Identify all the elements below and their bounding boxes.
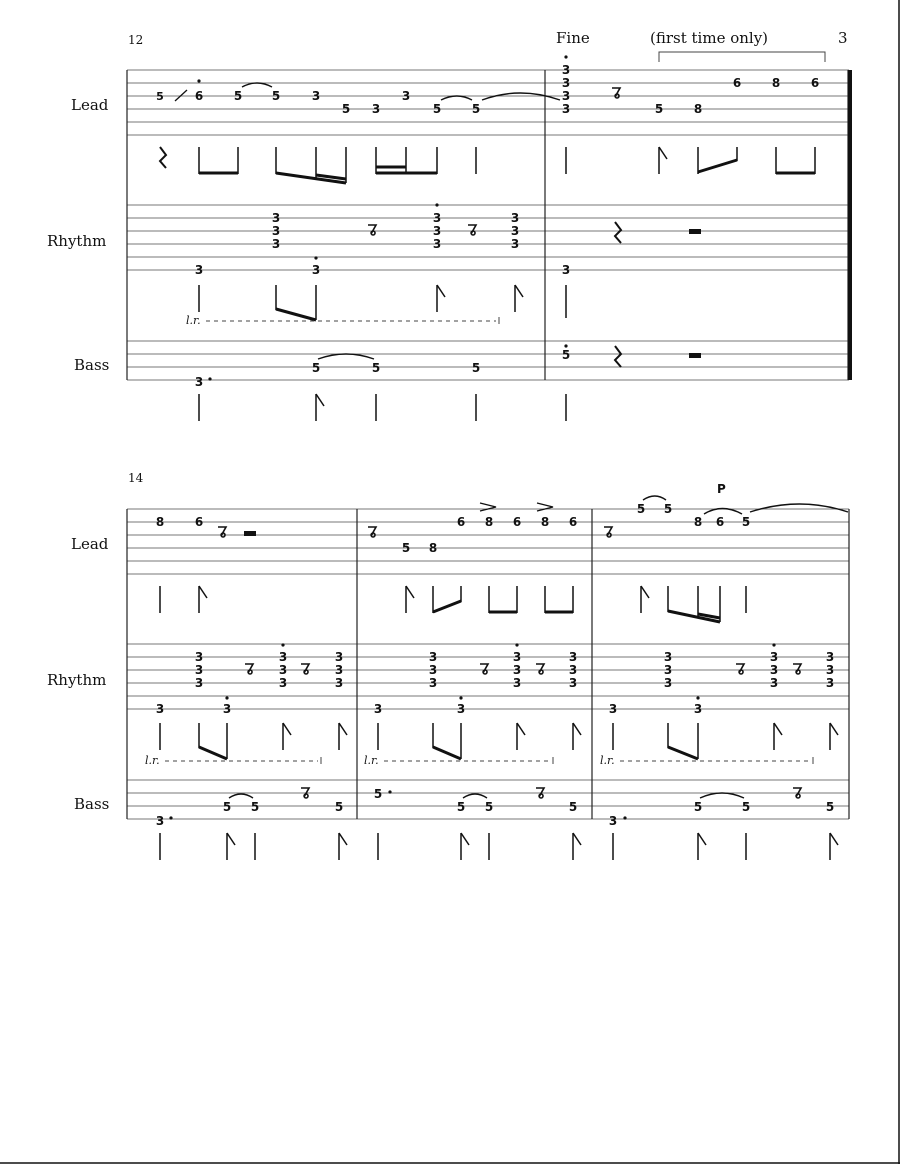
fret-number: 3: [155, 814, 165, 828]
fret-number: 3: [663, 676, 673, 690]
fret-number: 3: [512, 663, 522, 677]
fret-number: 3: [271, 224, 281, 238]
fret-number: 3: [568, 663, 578, 677]
fret-number: 5: [636, 502, 646, 516]
lead-frets-m13: [562, 55, 819, 116]
tie: [318, 354, 374, 359]
rhythm-tab-staff: [127, 644, 849, 709]
fret-number: 3: [278, 676, 288, 690]
fret-number: 3: [271, 237, 281, 251]
instrument-label-rhythm: Rhythm: [47, 232, 107, 250]
lead-rhythm-notation: [160, 147, 815, 183]
tie: [750, 504, 848, 512]
fret-number: 3: [825, 676, 835, 690]
fret-number: 3: [510, 211, 520, 225]
fret-number: 6: [456, 515, 466, 529]
fret-number: 3: [568, 650, 578, 664]
fret-number: 5: [663, 502, 673, 516]
fret-number: 8: [155, 515, 165, 529]
fret-number: 5: [471, 102, 481, 116]
fret-number: 5: [568, 800, 578, 814]
staccato-dot: [435, 203, 438, 206]
fret-number: 5: [334, 800, 344, 814]
fret-number: 3: [334, 676, 344, 690]
rhythm-rhythm-notation-s1: [186, 285, 566, 327]
staccato-dot: [314, 256, 317, 259]
fret-number: 3: [371, 102, 381, 116]
fret-number: 3: [825, 663, 835, 677]
fret-number: 5: [654, 102, 664, 116]
quarter-rest: [160, 147, 166, 168]
system-1: [47, 29, 850, 421]
fret-number: 3: [561, 76, 571, 90]
instrument-label-bass: Bass: [74, 795, 110, 813]
fret-number: 5: [741, 515, 751, 529]
fret-number: 8: [693, 515, 703, 529]
fret-number: 5: [741, 800, 751, 814]
fret-number: 3: [568, 676, 578, 690]
quarter-rest: [615, 222, 621, 243]
fret-number: 3: [512, 676, 522, 690]
fret-number: 6: [715, 515, 725, 529]
fret-number: 6: [568, 515, 578, 529]
let-ring-text: l.r.: [364, 754, 379, 767]
eighth-rest: [468, 225, 476, 235]
eighth-rest: [793, 664, 801, 674]
fret-number: 3: [155, 702, 165, 716]
eighth-rest: [245, 664, 253, 674]
fret-number: 3: [663, 650, 673, 664]
fret-number: 3: [428, 650, 438, 664]
lead-frets-s2: [156, 482, 848, 555]
lead-rhythm-notation-s2: [160, 586, 746, 622]
fret-number: 3: [373, 702, 383, 716]
fret-number: 5: [561, 348, 571, 362]
fret-number: 3: [194, 375, 204, 389]
fret-number: 5: [693, 800, 703, 814]
let-ring-text: l.r.: [186, 314, 201, 327]
tie: [242, 83, 272, 87]
accent-mark: [537, 503, 553, 511]
instrument-label-bass: Bass: [74, 356, 110, 374]
fret-number: 8: [771, 76, 781, 90]
fret-number: 3: [561, 102, 571, 116]
instrument-label-rhythm: Rhythm: [47, 671, 107, 689]
fret-number: 5: [373, 787, 383, 801]
fret-number: 3: [769, 650, 779, 664]
fret-number: 3: [428, 676, 438, 690]
fret-number: 3: [561, 89, 571, 103]
fret-number: 3: [825, 650, 835, 664]
fret-number: 3: [194, 676, 204, 690]
fret-number: 3: [194, 263, 204, 277]
fret-number: 3: [608, 702, 618, 716]
fret-number: 3: [432, 224, 442, 238]
eighth-rest: [301, 664, 309, 674]
tie: [463, 794, 487, 798]
instrument-label-lead: Lead: [71, 535, 109, 553]
rhythm-frets-s1: [195, 203, 701, 277]
fret-number: 5: [484, 800, 494, 814]
tie: [441, 96, 472, 100]
fret-number: 3: [512, 650, 522, 664]
fret-number: 3: [561, 263, 571, 277]
fret-number: 5: [371, 361, 381, 375]
lead-frets-m12: [156, 79, 560, 116]
fret-number: 5: [156, 90, 164, 103]
first-time-bracket: [659, 52, 825, 62]
fret-number: 3: [456, 702, 466, 716]
fret-number: 8: [693, 102, 703, 116]
fret-number: 3: [693, 702, 703, 716]
fret-number: 3: [432, 211, 442, 225]
measure-number: 14: [128, 471, 144, 485]
fret-number: 3: [334, 650, 344, 664]
fret-number: 5: [233, 89, 243, 103]
fret-number: 6: [732, 76, 742, 90]
fret-number: 3: [769, 676, 779, 690]
eighth-rest: [736, 664, 744, 674]
fret-number: 6: [512, 515, 522, 529]
fret-number: 5: [825, 800, 835, 814]
fret-number: 5: [456, 800, 466, 814]
ending-number: 3: [838, 29, 848, 47]
system-2: [47, 471, 849, 860]
rhythm-rhythm-notation-s2: [145, 723, 838, 767]
staccato-dot: [564, 55, 567, 58]
fret-number: 5: [341, 102, 351, 116]
fret-number: 3: [271, 211, 281, 225]
fret-number: 3: [769, 663, 779, 677]
half-rest: [244, 531, 256, 536]
fret-number: 8: [428, 541, 438, 555]
staccato-dot: [197, 79, 200, 82]
rhythm-tab-staff: [127, 205, 849, 270]
instrument-label-lead: Lead: [71, 96, 109, 114]
fret-number: 3: [432, 237, 442, 251]
fret-number: 5: [250, 800, 260, 814]
bass-rhythm-notation-s2: [160, 833, 838, 860]
fret-number: 5: [471, 361, 481, 375]
fret-number: 3: [401, 89, 411, 103]
accent-mark: [480, 503, 496, 511]
fret-number: 5: [432, 102, 442, 116]
fret-number: 5: [222, 800, 232, 814]
fret-number: 3: [510, 237, 520, 251]
fret-number: 6: [810, 76, 820, 90]
fret-number: 6: [194, 89, 204, 103]
fret-number: 3: [510, 224, 520, 238]
fret-number: 3: [311, 263, 321, 277]
fret-number: 3: [663, 663, 673, 677]
fret-number: 3: [334, 663, 344, 677]
bracket-text: (first time only): [650, 29, 769, 47]
fret-number: 3: [194, 663, 204, 677]
fret-number: 5: [311, 361, 321, 375]
tie: [700, 793, 744, 798]
eighth-rest: [368, 225, 376, 235]
rhythm-frets-s2: [156, 643, 834, 716]
eighth-rest: [480, 664, 488, 674]
bass-rhythm-notation-s1: [199, 394, 566, 421]
let-ring-text: l.r.: [145, 754, 160, 767]
fret-number: 5: [401, 541, 411, 555]
fret-number: 3: [561, 63, 571, 77]
fret-number: 3: [278, 650, 288, 664]
fret-number: 3: [608, 814, 618, 828]
half-rest: [689, 229, 701, 234]
measure-number: 12: [128, 33, 144, 47]
fret-number: 3: [428, 663, 438, 677]
bass-tab-staff: [127, 341, 849, 380]
tie: [643, 496, 666, 500]
fret-number: 8: [484, 515, 494, 529]
fret-number: 6: [194, 515, 204, 529]
pull-off-marking: P: [717, 482, 726, 496]
tie: [229, 794, 253, 798]
fine-marking: Fine: [556, 29, 590, 47]
fret-number: 8: [540, 515, 550, 529]
fret-number: 3: [278, 663, 288, 677]
half-rest: [689, 353, 701, 358]
fret-number: 5: [271, 89, 281, 103]
let-ring-text: l.r.: [600, 754, 615, 767]
fret-number: 3: [311, 89, 321, 103]
quarter-rest: [615, 346, 621, 367]
fret-number: 3: [194, 650, 204, 664]
fret-number: 3: [222, 702, 232, 716]
eighth-rest: [536, 664, 544, 674]
